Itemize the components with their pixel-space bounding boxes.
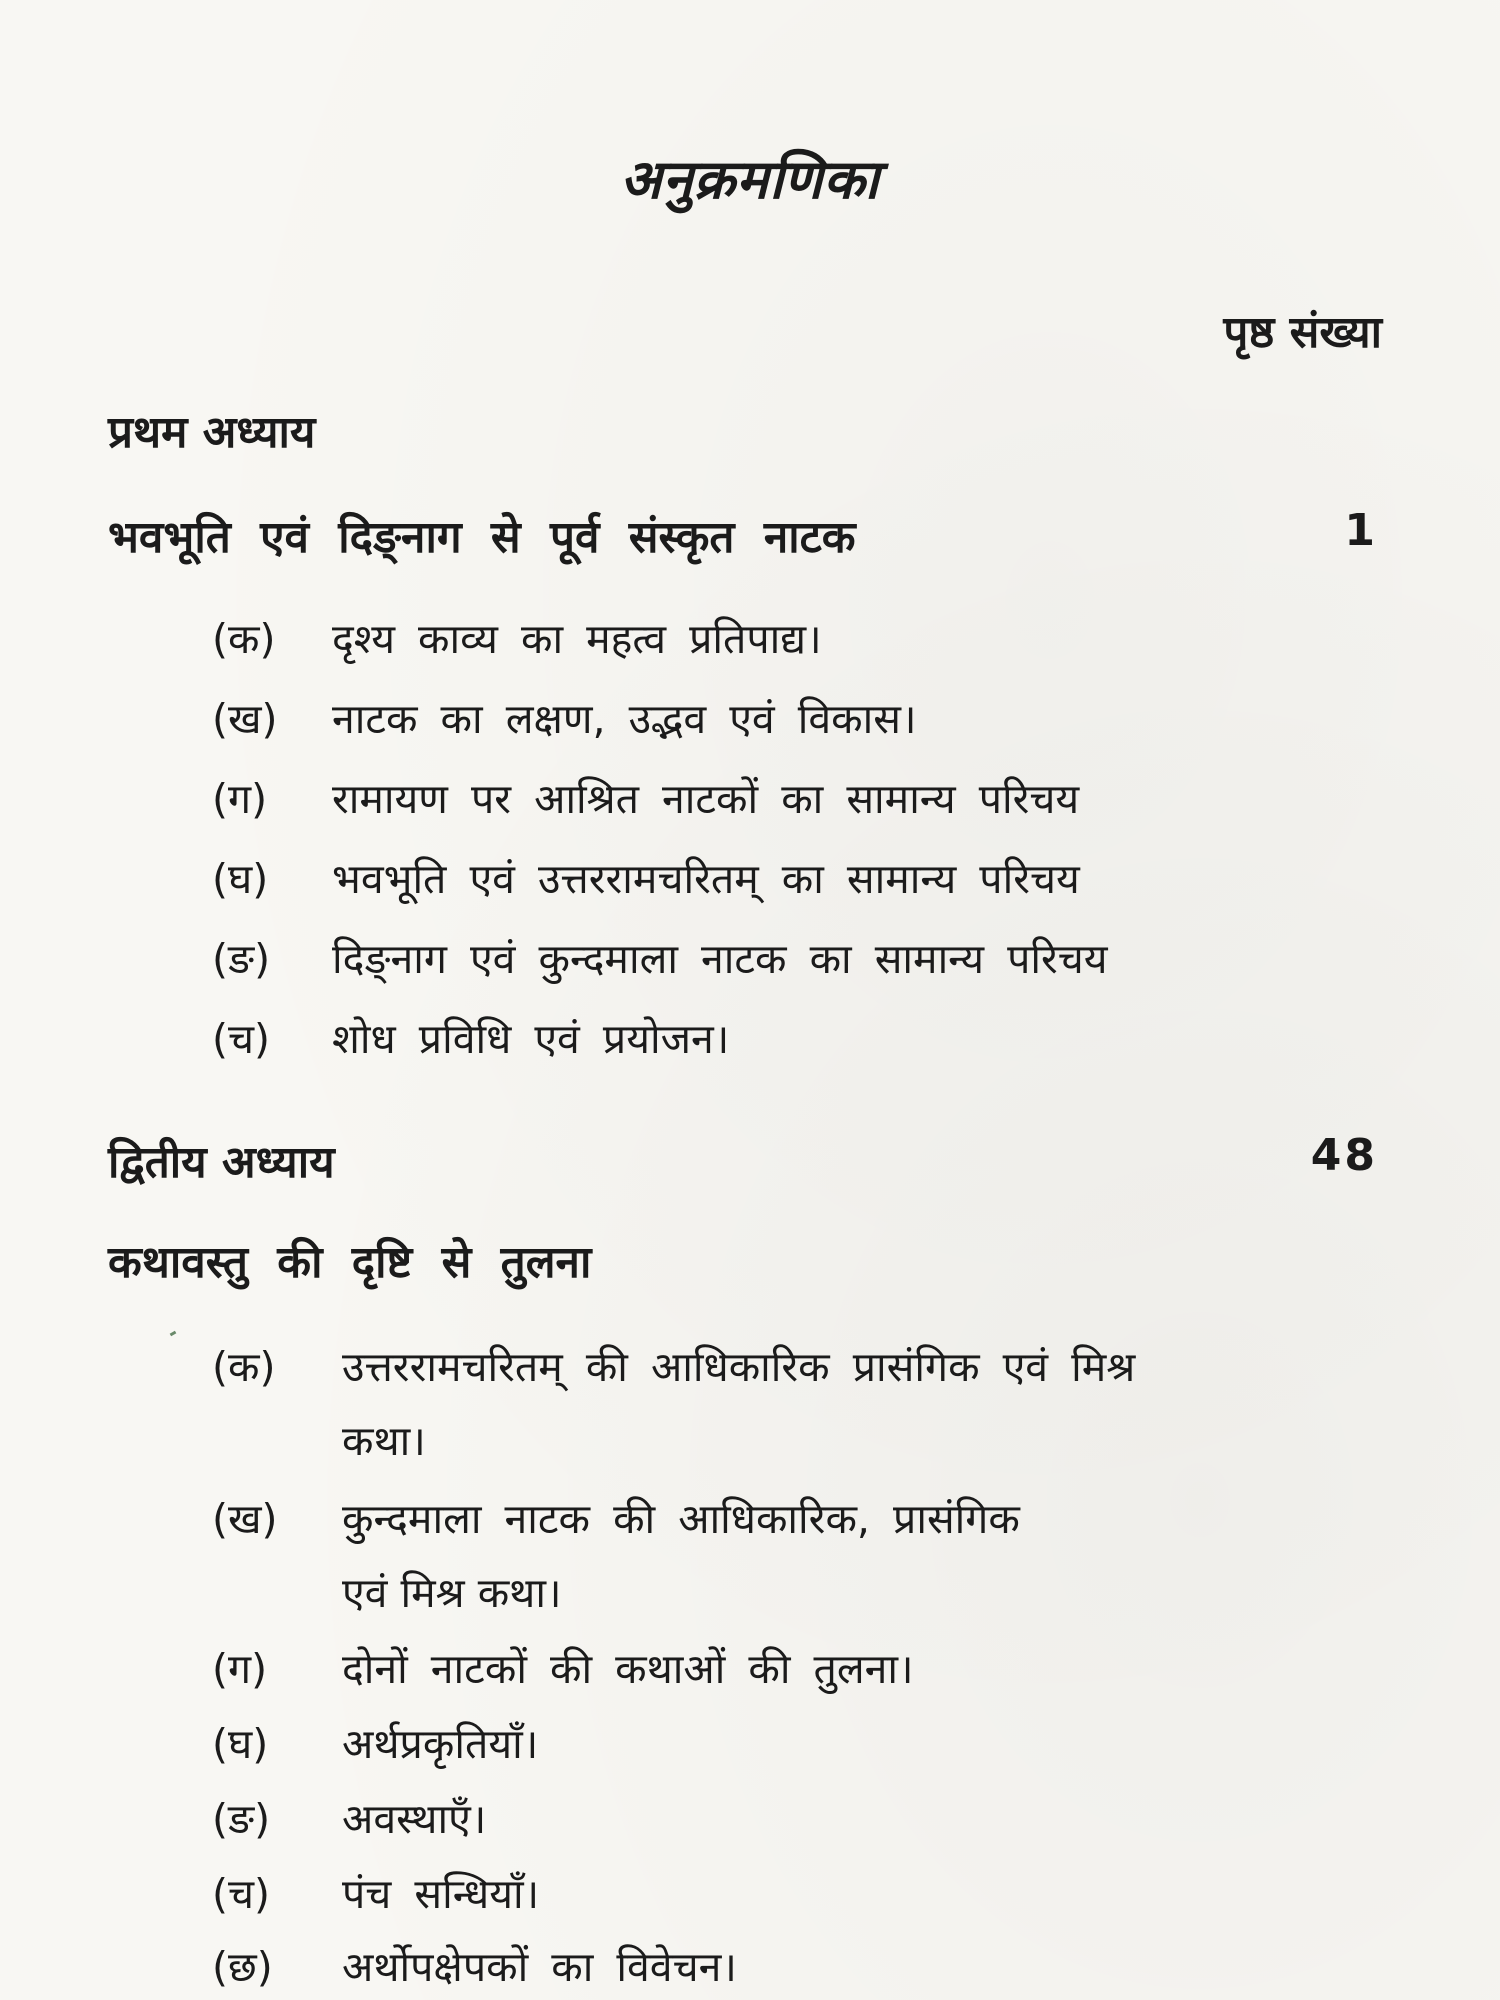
list-item <box>212 690 917 746</box>
item-text: अर्थोपक्षेपकों का विवेचन। <box>342 1943 737 1991</box>
item-continuation: एवं मिश्र कथा। <box>342 1569 562 1617</box>
list-item <box>212 770 1079 826</box>
item-text: नाटक का लक्षण, उद्भव एवं विकास। <box>332 695 917 743</box>
item-text: भवभूति एवं उत्तररामचरितम् का सामान्य परिचय <box>332 855 1080 903</box>
chapter-1-title: भवभूति एवं दिङ्नाग से पूर्व संस्कृत नाटक <box>108 512 856 563</box>
ink-speck <box>170 1331 177 1337</box>
page-number-column-header: पृष्ठ संख्या <box>1223 307 1382 358</box>
item-marker: (छ) <box>212 1943 273 1991</box>
chapter-1-heading: प्रथम अध्याय <box>108 407 316 458</box>
item-marker: (क) <box>212 1343 276 1391</box>
list-item <box>212 1715 538 1771</box>
list-item <box>212 1790 486 1846</box>
list-item <box>212 1338 1135 1394</box>
list-item <box>212 1490 1020 1546</box>
item-marker: (ग) <box>212 1645 268 1693</box>
chapter-1-page-number: 1 <box>1344 505 1378 556</box>
chapter-2-page-number: 48 <box>1310 1130 1378 1181</box>
item-marker: (घ) <box>212 855 269 903</box>
list-item <box>212 610 822 666</box>
chapter-2-title: कथावस्तु की दृष्टि से तुलना <box>108 1237 592 1288</box>
item-text: उत्तररामचरितम् की आधिकारिक प्रासंगिक एवं मिश्र <box>342 1343 1136 1391</box>
item-marker: (घ) <box>212 1720 269 1768</box>
item-marker: (ख) <box>212 1495 278 1543</box>
item-marker: (च) <box>212 1870 271 1918</box>
chapter-2-heading: द्वितीय अध्याय <box>108 1137 335 1188</box>
item-text: अवस्थाएँ। <box>342 1795 487 1843</box>
page-title: अनुक्रमणिका <box>620 148 880 211</box>
item-text: अर्थप्रकृतियाँ। <box>342 1720 539 1768</box>
item-text: दृश्य काव्य का महत्व प्रतिपाद्य। <box>332 615 822 663</box>
item-text: शोध प्रविधि एवं प्रयोजन। <box>332 1015 730 1063</box>
list-item <box>212 1640 914 1696</box>
item-marker: (ङ) <box>212 935 271 983</box>
item-text: पंच सन्धियाँ। <box>342 1870 540 1918</box>
item-text: दिङ्नाग एवं कुन्दमाला नाटक का सामान्य परिचय <box>332 935 1108 983</box>
item-marker: (ग) <box>212 775 268 823</box>
item-marker: (ख) <box>212 695 278 743</box>
item-text: रामायण पर आश्रित नाटकों का सामान्य परिचय <box>332 775 1080 823</box>
item-text: दोनों नाटकों की कथाओं की तुलना। <box>342 1645 914 1693</box>
list-item <box>212 1938 737 1994</box>
item-marker: (च) <box>212 1015 271 1063</box>
item-marker: (क) <box>212 615 276 663</box>
item-continuation: कथा। <box>342 1417 426 1465</box>
list-item <box>212 1010 729 1066</box>
list-item <box>212 1865 539 1921</box>
list-item <box>212 850 1080 906</box>
item-text: कुन्दमाला नाटक की आधिकारिक, प्रासंगिक <box>342 1495 1020 1543</box>
list-item <box>212 930 1108 986</box>
item-marker: (ङ) <box>212 1795 271 1843</box>
